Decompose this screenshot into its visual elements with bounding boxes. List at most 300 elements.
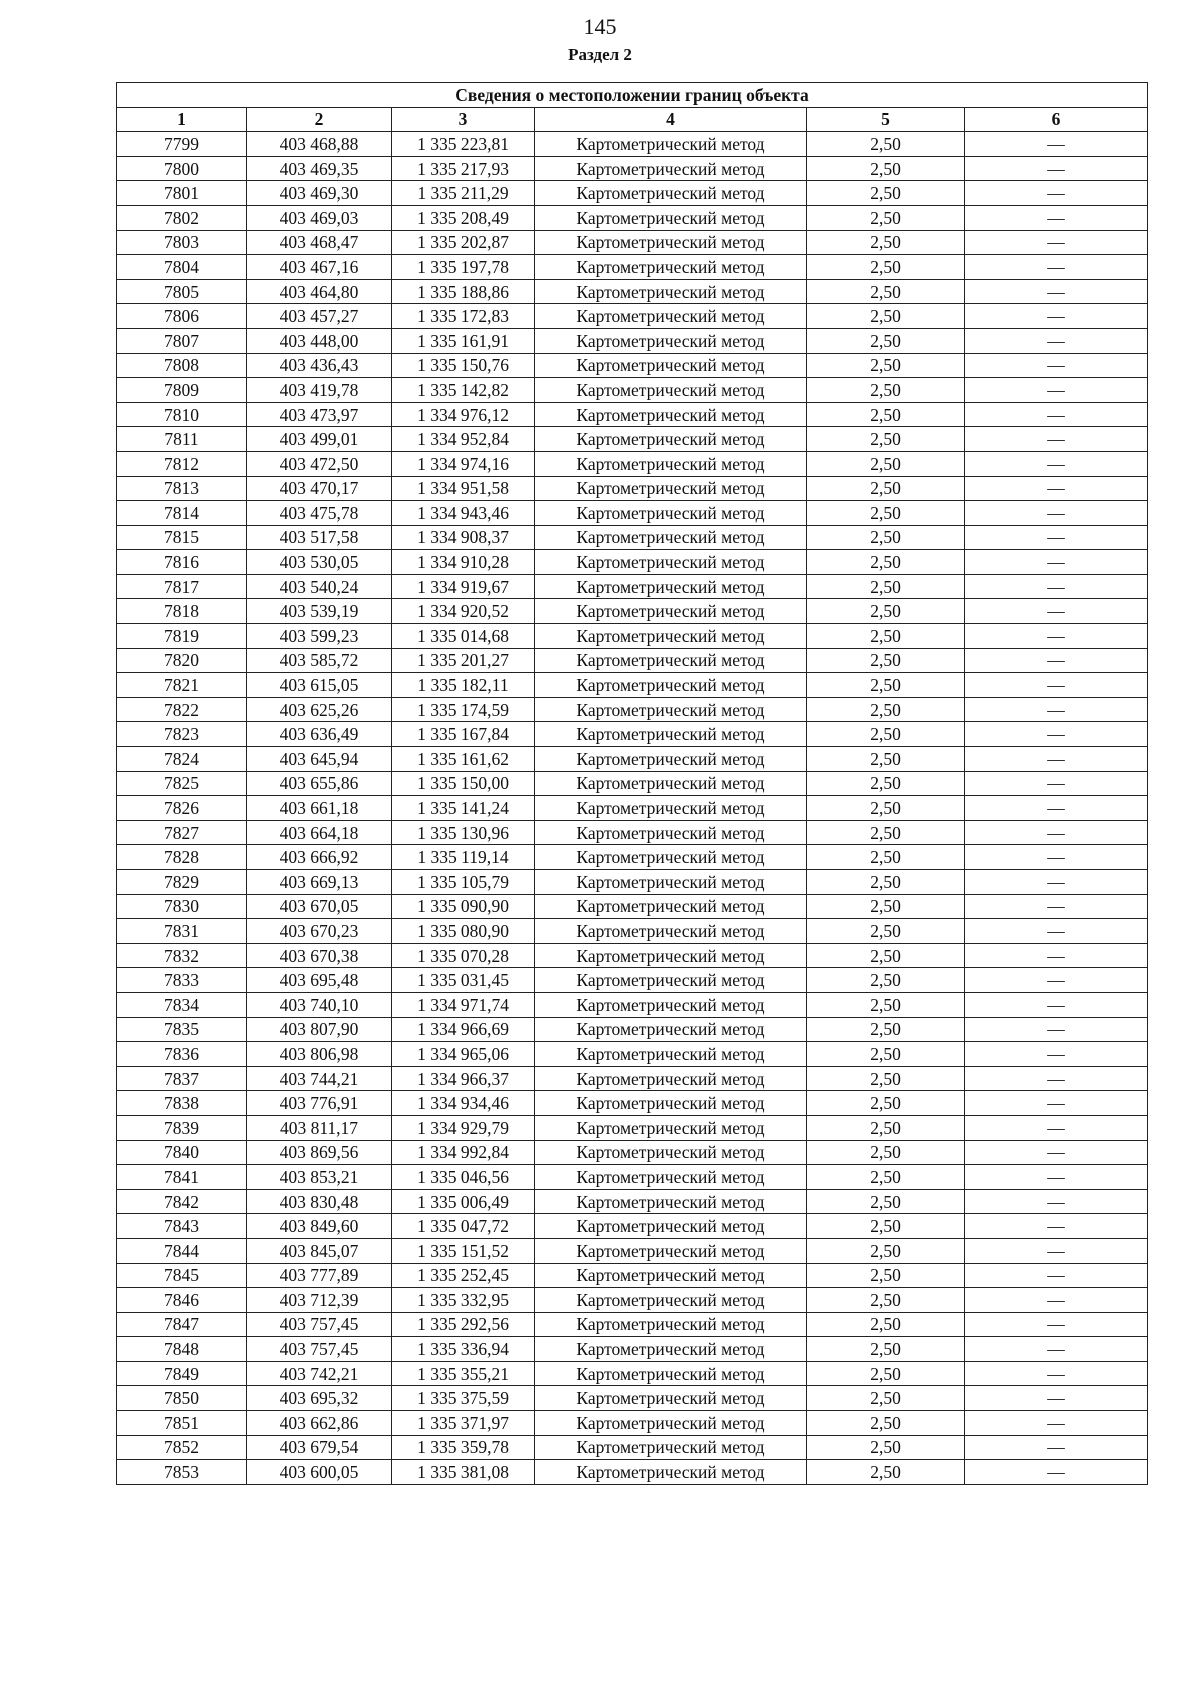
table-row — [117, 624, 1148, 649]
accuracy-cell: 2,50 — [807, 476, 965, 501]
note-cell: — — [965, 1460, 1148, 1485]
y-coordinate-cell: 1 335 150,76 — [392, 353, 535, 378]
note-cell: — — [965, 353, 1148, 378]
table-row — [117, 845, 1148, 870]
method-cell: Картометрический метод — [535, 156, 807, 181]
x-coordinate-cell: 403 712,39 — [247, 1288, 392, 1313]
point-number-cell: 7831 — [117, 919, 247, 944]
accuracy-cell: 2,50 — [807, 796, 965, 821]
point-number-cell: 7843 — [117, 1214, 247, 1239]
method-cell: Картометрический метод — [535, 181, 807, 206]
y-coordinate-cell: 1 335 359,78 — [392, 1435, 535, 1460]
accuracy-cell: 2,50 — [807, 205, 965, 230]
note-cell: — — [965, 1386, 1148, 1411]
column-number-row — [117, 107, 1148, 132]
y-coordinate-cell: 1 335 252,45 — [392, 1263, 535, 1288]
note-cell: — — [965, 378, 1148, 403]
note-cell: — — [965, 427, 1148, 452]
point-number-cell: 7821 — [117, 673, 247, 698]
table-row — [117, 747, 1148, 772]
column-header: 3 — [392, 107, 535, 132]
table-row — [117, 1435, 1148, 1460]
point-number-cell: 7816 — [117, 550, 247, 575]
accuracy-cell: 2,50 — [807, 992, 965, 1017]
point-number-cell: 7833 — [117, 968, 247, 993]
accuracy-cell: 2,50 — [807, 230, 965, 255]
point-number-cell: 7828 — [117, 845, 247, 870]
accuracy-cell: 2,50 — [807, 747, 965, 772]
x-coordinate-cell: 403 468,88 — [247, 132, 392, 157]
point-number-cell: 7820 — [117, 648, 247, 673]
point-number-cell: 7824 — [117, 747, 247, 772]
note-cell: — — [965, 181, 1148, 206]
accuracy-cell: 2,50 — [807, 1091, 965, 1116]
accuracy-cell: 2,50 — [807, 181, 965, 206]
y-coordinate-cell: 1 335 150,00 — [392, 771, 535, 796]
point-number-cell: 7848 — [117, 1337, 247, 1362]
y-coordinate-cell: 1 335 119,14 — [392, 845, 535, 870]
y-coordinate-cell: 1 334 992,84 — [392, 1140, 535, 1165]
point-number-cell: 7853 — [117, 1460, 247, 1485]
accuracy-cell: 2,50 — [807, 1361, 965, 1386]
note-cell: — — [965, 1017, 1148, 1042]
table-row — [117, 378, 1148, 403]
table-row — [117, 1386, 1148, 1411]
method-cell: Картометрический метод — [535, 328, 807, 353]
method-cell: Картометрический метод — [535, 919, 807, 944]
x-coordinate-cell: 403 845,07 — [247, 1238, 392, 1263]
method-cell: Картометрический метод — [535, 624, 807, 649]
method-cell: Картометрический метод — [535, 1288, 807, 1313]
method-cell: Картометрический метод — [535, 1263, 807, 1288]
table-row — [117, 132, 1148, 157]
note-cell: — — [965, 992, 1148, 1017]
table-row — [117, 1460, 1148, 1485]
method-cell: Картометрический метод — [535, 132, 807, 157]
x-coordinate-cell: 403 853,21 — [247, 1165, 392, 1190]
accuracy-cell: 2,50 — [807, 156, 965, 181]
table-row — [117, 205, 1148, 230]
point-number-cell: 7808 — [117, 353, 247, 378]
accuracy-cell: 2,50 — [807, 1238, 965, 1263]
x-coordinate-cell: 403 757,45 — [247, 1312, 392, 1337]
method-cell: Картометрический метод — [535, 820, 807, 845]
method-cell: Картометрический метод — [535, 1165, 807, 1190]
note-cell: — — [965, 1165, 1148, 1190]
note-cell: — — [965, 1091, 1148, 1116]
y-coordinate-cell: 1 335 201,27 — [392, 648, 535, 673]
note-cell: — — [965, 747, 1148, 772]
method-cell: Картометрический метод — [535, 427, 807, 452]
y-coordinate-cell: 1 335 167,84 — [392, 722, 535, 747]
table-row — [117, 820, 1148, 845]
accuracy-cell: 2,50 — [807, 1189, 965, 1214]
accuracy-cell: 2,50 — [807, 919, 965, 944]
method-cell: Картометрический метод — [535, 1214, 807, 1239]
note-cell: — — [965, 255, 1148, 280]
page-number: 145 — [583, 14, 617, 39]
y-coordinate-cell: 1 335 031,45 — [392, 968, 535, 993]
y-coordinate-cell: 1 335 047,72 — [392, 1214, 535, 1239]
y-coordinate-cell: 1 334 971,74 — [392, 992, 535, 1017]
boundary-coordinates-table — [116, 82, 1148, 1485]
x-coordinate-cell: 403 670,38 — [247, 943, 392, 968]
method-cell: Картометрический метод — [535, 1091, 807, 1116]
x-coordinate-cell: 403 661,18 — [247, 796, 392, 821]
note-cell: — — [965, 402, 1148, 427]
note-cell: — — [965, 279, 1148, 304]
point-number-cell: 7804 — [117, 255, 247, 280]
table-row — [117, 870, 1148, 895]
accuracy-cell: 2,50 — [807, 1017, 965, 1042]
x-coordinate-cell: 403 539,19 — [247, 599, 392, 624]
method-cell: Картометрический метод — [535, 378, 807, 403]
x-coordinate-cell: 403 655,86 — [247, 771, 392, 796]
accuracy-cell: 2,50 — [807, 451, 965, 476]
method-cell: Картометрический метод — [535, 992, 807, 1017]
point-number-cell: 7814 — [117, 501, 247, 526]
note-cell: — — [965, 1214, 1148, 1239]
x-coordinate-cell: 403 806,98 — [247, 1042, 392, 1067]
x-coordinate-cell: 403 467,16 — [247, 255, 392, 280]
point-number-cell: 7851 — [117, 1411, 247, 1436]
point-number-cell: 7850 — [117, 1386, 247, 1411]
table-row — [117, 1312, 1148, 1337]
method-cell: Картометрический метод — [535, 1066, 807, 1091]
x-coordinate-cell: 403 744,21 — [247, 1066, 392, 1091]
table-row — [117, 1288, 1148, 1313]
column-header: 6 — [965, 107, 1148, 132]
y-coordinate-cell: 1 334 920,52 — [392, 599, 535, 624]
point-number-cell: 7835 — [117, 1017, 247, 1042]
method-cell: Картометрический метод — [535, 1140, 807, 1165]
y-coordinate-cell: 1 335 197,78 — [392, 255, 535, 280]
x-coordinate-cell: 403 776,91 — [247, 1091, 392, 1116]
note-cell: — — [965, 845, 1148, 870]
y-coordinate-cell: 1 335 332,95 — [392, 1288, 535, 1313]
y-coordinate-cell: 1 335 172,83 — [392, 304, 535, 329]
table-row — [117, 968, 1148, 993]
note-cell: — — [965, 328, 1148, 353]
method-cell: Картометрический метод — [535, 501, 807, 526]
table-row — [117, 525, 1148, 550]
x-coordinate-cell: 403 740,10 — [247, 992, 392, 1017]
y-coordinate-cell: 1 335 142,82 — [392, 378, 535, 403]
note-cell: — — [965, 968, 1148, 993]
table-row — [117, 1411, 1148, 1436]
note-cell: — — [965, 1435, 1148, 1460]
point-number-cell: 7822 — [117, 697, 247, 722]
table-row — [117, 1238, 1148, 1263]
x-coordinate-cell: 403 849,60 — [247, 1214, 392, 1239]
accuracy-cell: 2,50 — [807, 894, 965, 919]
accuracy-cell: 2,50 — [807, 1386, 965, 1411]
accuracy-cell: 2,50 — [807, 599, 965, 624]
note-cell: — — [965, 722, 1148, 747]
note-cell: — — [965, 574, 1148, 599]
accuracy-cell: 2,50 — [807, 525, 965, 550]
x-coordinate-cell: 403 469,30 — [247, 181, 392, 206]
y-coordinate-cell: 1 335 161,62 — [392, 747, 535, 772]
point-number-cell: 7799 — [117, 132, 247, 157]
accuracy-cell: 2,50 — [807, 132, 965, 157]
method-cell: Картометрический метод — [535, 1189, 807, 1214]
x-coordinate-cell: 403 457,27 — [247, 304, 392, 329]
point-number-cell: 7805 — [117, 279, 247, 304]
note-cell: — — [965, 919, 1148, 944]
column-header: 5 — [807, 107, 965, 132]
y-coordinate-cell: 1 335 174,59 — [392, 697, 535, 722]
y-coordinate-cell: 1 334 943,46 — [392, 501, 535, 526]
y-coordinate-cell: 1 335 090,90 — [392, 894, 535, 919]
y-coordinate-cell: 1 335 336,94 — [392, 1337, 535, 1362]
accuracy-cell: 2,50 — [807, 1411, 965, 1436]
accuracy-cell: 2,50 — [807, 870, 965, 895]
point-number-cell: 7837 — [117, 1066, 247, 1091]
x-coordinate-cell: 403 448,00 — [247, 328, 392, 353]
y-coordinate-cell: 1 335 070,28 — [392, 943, 535, 968]
method-cell: Картометрический метод — [535, 550, 807, 575]
method-cell: Картометрический метод — [535, 255, 807, 280]
point-number-cell: 7842 — [117, 1189, 247, 1214]
accuracy-cell: 2,50 — [807, 943, 965, 968]
y-coordinate-cell: 1 335 381,08 — [392, 1460, 535, 1485]
accuracy-cell: 2,50 — [807, 550, 965, 575]
x-coordinate-cell: 403 419,78 — [247, 378, 392, 403]
method-cell: Картометрический метод — [535, 747, 807, 772]
table-row — [117, 328, 1148, 353]
point-number-cell: 7845 — [117, 1263, 247, 1288]
accuracy-cell: 2,50 — [807, 1435, 965, 1460]
table-row — [117, 1214, 1148, 1239]
method-cell: Картометрический метод — [535, 673, 807, 698]
section-title: Раздел 2 — [568, 45, 632, 64]
point-number-cell: 7800 — [117, 156, 247, 181]
table-row — [117, 697, 1148, 722]
note-cell: — — [965, 205, 1148, 230]
table-row — [117, 1189, 1148, 1214]
point-number-cell: 7840 — [117, 1140, 247, 1165]
note-cell: — — [965, 1238, 1148, 1263]
method-cell: Картометрический метод — [535, 205, 807, 230]
point-number-cell: 7841 — [117, 1165, 247, 1190]
note-cell: — — [965, 820, 1148, 845]
y-coordinate-cell: 1 335 105,79 — [392, 870, 535, 895]
accuracy-cell: 2,50 — [807, 1214, 965, 1239]
x-coordinate-cell: 403 695,32 — [247, 1386, 392, 1411]
note-cell: — — [965, 1140, 1148, 1165]
table-row — [117, 796, 1148, 821]
x-coordinate-cell: 403 830,48 — [247, 1189, 392, 1214]
table-row — [117, 1140, 1148, 1165]
table-row — [117, 501, 1148, 526]
y-coordinate-cell: 1 334 908,37 — [392, 525, 535, 550]
point-number-cell: 7836 — [117, 1042, 247, 1067]
x-coordinate-cell: 403 695,48 — [247, 968, 392, 993]
y-coordinate-cell: 1 335 188,86 — [392, 279, 535, 304]
x-coordinate-cell: 403 664,18 — [247, 820, 392, 845]
note-cell: — — [965, 1411, 1148, 1436]
method-cell: Картометрический метод — [535, 771, 807, 796]
accuracy-cell: 2,50 — [807, 378, 965, 403]
table-row — [117, 771, 1148, 796]
y-coordinate-cell: 1 334 951,58 — [392, 476, 535, 501]
note-cell: — — [965, 1042, 1148, 1067]
method-cell: Картометрический метод — [535, 1312, 807, 1337]
note-cell: — — [965, 1066, 1148, 1091]
point-number-cell: 7830 — [117, 894, 247, 919]
point-number-cell: 7802 — [117, 205, 247, 230]
table-row — [117, 1091, 1148, 1116]
point-number-cell: 7817 — [117, 574, 247, 599]
accuracy-cell: 2,50 — [807, 845, 965, 870]
table-row — [117, 648, 1148, 673]
accuracy-cell: 2,50 — [807, 574, 965, 599]
table-row — [117, 304, 1148, 329]
method-cell: Картометрический метод — [535, 1435, 807, 1460]
method-cell: Картометрический метод — [535, 1460, 807, 1485]
x-coordinate-cell: 403 599,23 — [247, 624, 392, 649]
point-number-cell: 7807 — [117, 328, 247, 353]
accuracy-cell: 2,50 — [807, 1312, 965, 1337]
x-coordinate-cell: 403 757,45 — [247, 1337, 392, 1362]
x-coordinate-cell: 403 807,90 — [247, 1017, 392, 1042]
accuracy-cell: 2,50 — [807, 1066, 965, 1091]
table-row — [117, 722, 1148, 747]
method-cell: Картометрический метод — [535, 648, 807, 673]
note-cell: — — [965, 156, 1148, 181]
method-cell: Картометрический метод — [535, 451, 807, 476]
method-cell: Картометрический метод — [535, 845, 807, 870]
accuracy-cell: 2,50 — [807, 968, 965, 993]
method-cell: Картометрический метод — [535, 1386, 807, 1411]
method-cell: Картометрический метод — [535, 1238, 807, 1263]
point-number-cell: 7852 — [117, 1435, 247, 1460]
column-header: 1 — [117, 107, 247, 132]
y-coordinate-cell: 1 335 208,49 — [392, 205, 535, 230]
x-coordinate-cell: 403 464,80 — [247, 279, 392, 304]
table-row — [117, 353, 1148, 378]
x-coordinate-cell: 403 679,54 — [247, 1435, 392, 1460]
y-coordinate-cell: 1 335 355,21 — [392, 1361, 535, 1386]
table-row — [117, 1263, 1148, 1288]
table-title: Сведения о местоположении границ объекта — [117, 83, 1148, 108]
accuracy-cell: 2,50 — [807, 501, 965, 526]
point-number-cell: 7846 — [117, 1288, 247, 1313]
point-number-cell: 7803 — [117, 230, 247, 255]
table-row — [117, 1115, 1148, 1140]
x-coordinate-cell: 403 585,72 — [247, 648, 392, 673]
accuracy-cell: 2,50 — [807, 673, 965, 698]
accuracy-cell: 2,50 — [807, 304, 965, 329]
y-coordinate-cell: 1 335 130,96 — [392, 820, 535, 845]
y-coordinate-cell: 1 334 934,46 — [392, 1091, 535, 1116]
x-coordinate-cell: 403 468,47 — [247, 230, 392, 255]
y-coordinate-cell: 1 335 046,56 — [392, 1165, 535, 1190]
table-row — [117, 1361, 1148, 1386]
x-coordinate-cell: 403 670,05 — [247, 894, 392, 919]
x-coordinate-cell: 403 470,17 — [247, 476, 392, 501]
note-cell: — — [965, 894, 1148, 919]
note-cell: — — [965, 304, 1148, 329]
method-cell: Картометрический метод — [535, 1042, 807, 1067]
point-number-cell: 7825 — [117, 771, 247, 796]
y-coordinate-cell: 1 335 292,56 — [392, 1312, 535, 1337]
accuracy-cell: 2,50 — [807, 771, 965, 796]
accuracy-cell: 2,50 — [807, 279, 965, 304]
x-coordinate-cell: 403 436,43 — [247, 353, 392, 378]
point-number-cell: 7838 — [117, 1091, 247, 1116]
method-cell: Картометрический метод — [535, 968, 807, 993]
x-coordinate-cell: 403 540,24 — [247, 574, 392, 599]
table-row — [117, 255, 1148, 280]
table-row — [117, 1042, 1148, 1067]
x-coordinate-cell: 403 625,26 — [247, 697, 392, 722]
method-cell: Картометрический метод — [535, 279, 807, 304]
y-coordinate-cell: 1 335 014,68 — [392, 624, 535, 649]
y-coordinate-cell: 1 335 217,93 — [392, 156, 535, 181]
x-coordinate-cell: 403 517,58 — [247, 525, 392, 550]
table-row — [117, 550, 1148, 575]
point-number-cell: 7826 — [117, 796, 247, 821]
x-coordinate-cell: 403 869,56 — [247, 1140, 392, 1165]
table-row — [117, 1017, 1148, 1042]
y-coordinate-cell: 1 335 371,97 — [392, 1411, 535, 1436]
note-cell: — — [965, 1337, 1148, 1362]
accuracy-cell: 2,50 — [807, 1263, 965, 1288]
method-cell: Картометрический метод — [535, 1115, 807, 1140]
x-coordinate-cell: 403 530,05 — [247, 550, 392, 575]
table-row — [117, 1066, 1148, 1091]
accuracy-cell: 2,50 — [807, 402, 965, 427]
x-coordinate-cell: 403 615,05 — [247, 673, 392, 698]
method-cell: Картометрический метод — [535, 476, 807, 501]
table-row — [117, 599, 1148, 624]
method-cell: Картометрический метод — [535, 402, 807, 427]
y-coordinate-cell: 1 334 976,12 — [392, 402, 535, 427]
y-coordinate-cell: 1 335 006,49 — [392, 1189, 535, 1214]
note-cell: — — [965, 771, 1148, 796]
accuracy-cell: 2,50 — [807, 1460, 965, 1485]
y-coordinate-cell: 1 335 182,11 — [392, 673, 535, 698]
method-cell: Картометрический метод — [535, 722, 807, 747]
accuracy-cell: 2,50 — [807, 427, 965, 452]
point-number-cell: 7813 — [117, 476, 247, 501]
x-coordinate-cell: 403 469,03 — [247, 205, 392, 230]
point-number-cell: 7827 — [117, 820, 247, 845]
x-coordinate-cell: 403 670,23 — [247, 919, 392, 944]
x-coordinate-cell: 403 636,49 — [247, 722, 392, 747]
accuracy-cell: 2,50 — [807, 328, 965, 353]
point-number-cell: 7839 — [117, 1115, 247, 1140]
x-coordinate-cell: 403 473,97 — [247, 402, 392, 427]
note-cell: — — [965, 451, 1148, 476]
point-number-cell: 7834 — [117, 992, 247, 1017]
point-number-cell: 7829 — [117, 870, 247, 895]
note-cell: — — [965, 550, 1148, 575]
note-cell: — — [965, 673, 1148, 698]
note-cell: — — [965, 870, 1148, 895]
y-coordinate-cell: 1 334 952,84 — [392, 427, 535, 452]
table-row — [117, 673, 1148, 698]
accuracy-cell: 2,50 — [807, 1042, 965, 1067]
y-coordinate-cell: 1 335 211,29 — [392, 181, 535, 206]
accuracy-cell: 2,50 — [807, 1115, 965, 1140]
x-coordinate-cell: 403 645,94 — [247, 747, 392, 772]
note-cell: — — [965, 1263, 1148, 1288]
note-cell: — — [965, 1361, 1148, 1386]
table-row — [117, 1337, 1148, 1362]
